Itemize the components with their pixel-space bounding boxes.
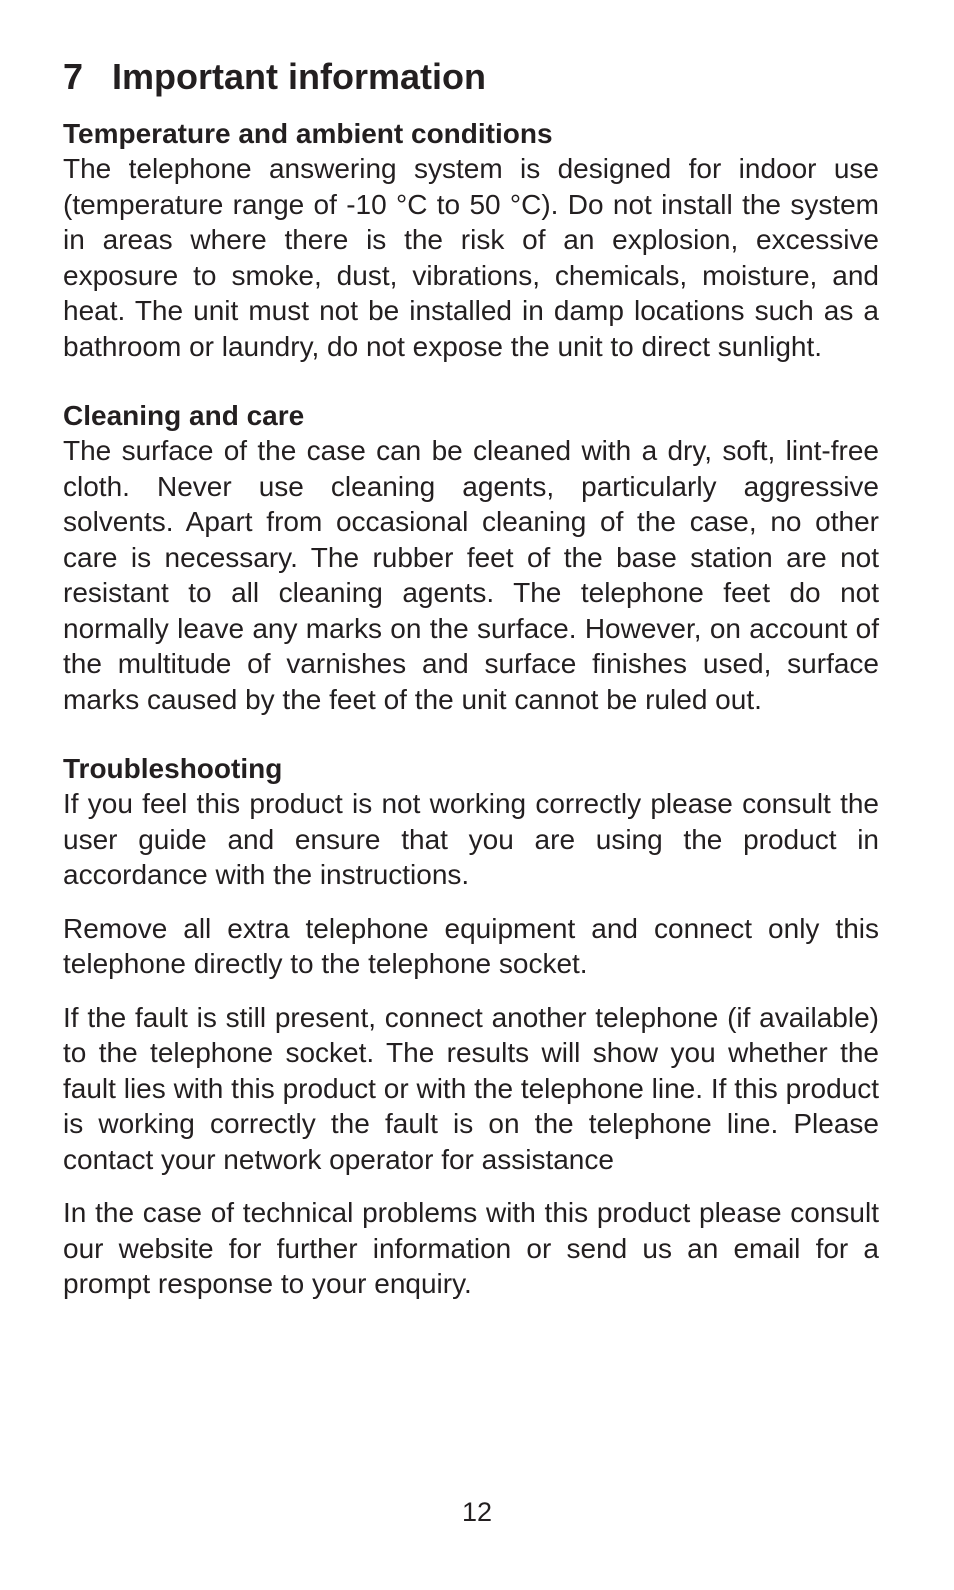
chapter-number: 7 [63, 56, 84, 97]
section-cleaning [63, 398, 879, 717]
page-number: 12 [461, 1497, 493, 1527]
section-temperature [63, 116, 879, 364]
chapter-title [63, 55, 879, 99]
paragraph-temperature: The telephone answering system is designed for indoor use (temperature range of -10 °C to 50 °C). Do not install the system in areas where there is the risk of an explosion, excessive exposure to smoke, dust, vibrations, chemicals, moisture, and heat. The unit must not be installed in damp locations such as a bathroom or laundry, do not expose the unit to direct sunlight. [63, 153, 879, 362]
paragraph-cleaning: The surface of the case can be cleaned with a dry, soft, lint-free cloth. Never use cleaning agents, particularly aggressive solvents. Apart from occasional cleaning of the case, no other care is necessary. The rubber feet of the base station are not resistant to all cleaning agents. The telephone feet do not normally leave any marks on the surface. However, on account of the multitude of varnishes and surface finishes used, surface marks caused by the feet of the unit cannot be ruled out. [63, 435, 879, 715]
section-heading-temperature: Temperature and ambient conditions [63, 118, 553, 149]
paragraph-troubleshooting-2: Remove all extra telephone equipment and connect only this telephone directly to the telephone socket. [63, 912, 879, 979]
chapter-title-text: Important information [112, 56, 486, 97]
paragraph-troubleshooting-4: In the case of technical problems with this product please consult our website for further information or send us an email for a prompt response to your enquiry. [63, 1197, 879, 1299]
manual-page [63, 55, 879, 1302]
section-heading-cleaning: Cleaning and care [63, 400, 305, 431]
section-troubleshooting [63, 751, 879, 1302]
paragraph-troubleshooting-3: If the fault is still present, connect another telephone (if available) to the telephone socket. The results will show you whether the fault lies with this product or with the telephone line. If this product is working correctly the fault is on the telephone line. Please contact your network operator for assistance [63, 1001, 879, 1175]
paragraph-troubleshooting-1: If you feel this product is not working correctly please consult the user guide and ensure that you are using the product in accordance with the instructions. [63, 788, 879, 890]
section-heading-troubleshooting: Troubleshooting [63, 753, 283, 784]
